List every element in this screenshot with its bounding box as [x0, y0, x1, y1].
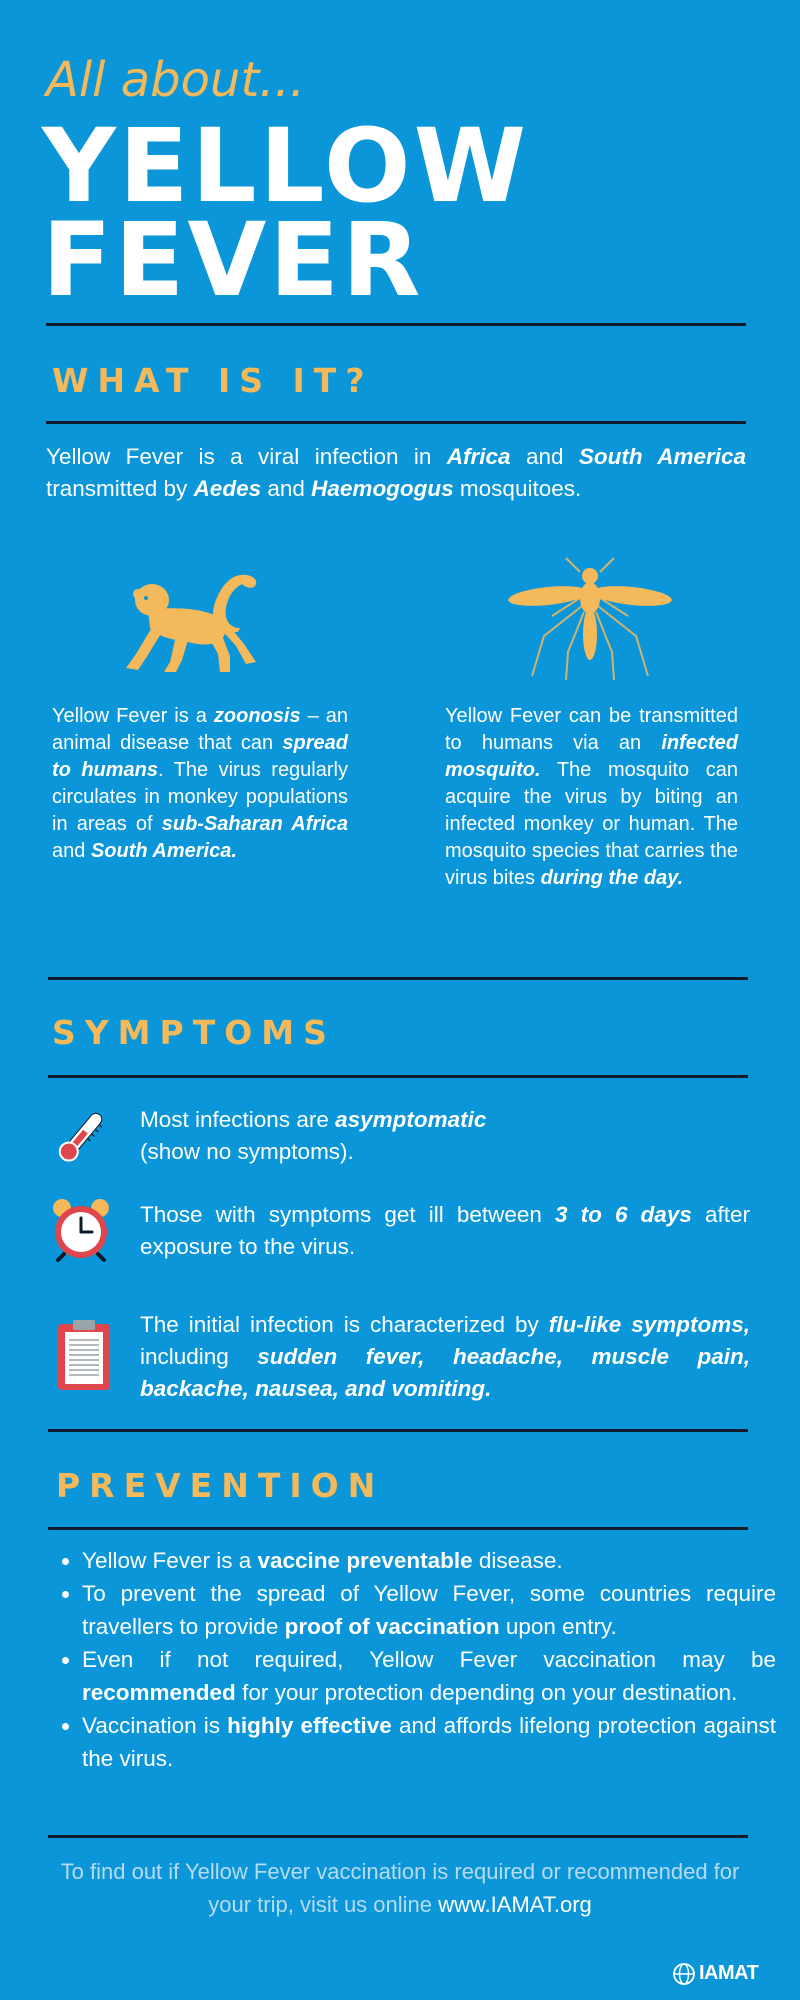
symptom-text-onset: Those with symptoms get ill between 3 to 6 days after exposure to the virus.	[140, 1202, 750, 1259]
symptom-text-asymptomatic: Most infections are asymptomatic (show no symptoms).	[140, 1107, 487, 1164]
zoonosis-paragraph: Yellow Fever is a zoonosis – an animal disease that can spread to humans. The virus regularly circulates in monkey populations in areas of sub-Saharan Africa and South America.	[52, 705, 349, 862]
title-line-2: FEVER	[42, 201, 424, 320]
mosquito-icon	[508, 556, 672, 680]
list-item: • Even if not required, Yellow Fever vaccination may be recommended for your protection depending on your destination.	[82, 1643, 776, 1709]
divider	[48, 1075, 748, 1078]
footer-note	[40, 1855, 760, 1921]
divider	[48, 1527, 748, 1530]
divider	[48, 1429, 748, 1432]
thermometer-icon	[52, 1106, 110, 1168]
header-kicker: All about...	[46, 52, 306, 108]
list-item: • Yellow Fever is a vaccine preventable disease.	[82, 1544, 776, 1577]
symptom-text-flu-like: The initial infection is characterized by flu-like symptoms, including sudden fever, headache, muscle pain, backache, nausea, and vomiting.	[140, 1312, 750, 1401]
footer-text: To find out if Yellow Fever vaccination is required or recommended for your trip, visit us online	[60, 1859, 740, 1917]
intro-paragraph: Yellow Fever is a viral infection in Africa and South America transmitted by Aedes and Haemogogus mosquitoes.	[46, 444, 746, 501]
alarm-clock-icon	[50, 1196, 112, 1262]
prevention-list	[56, 1544, 776, 1775]
clipboard-icon	[56, 1318, 112, 1392]
list-item: • To prevent the spread of Yellow Fever, some countries require travellers to provide proof of vaccination upon entry.	[82, 1577, 776, 1643]
divider	[48, 1835, 748, 1838]
monkey-icon	[118, 562, 268, 677]
list-item: • Vaccination is highly effective and affords lifelong protection against the virus.	[82, 1709, 776, 1775]
iamat-logo: IAMAT	[699, 1962, 759, 1984]
section-heading-what-is-it: WHAT IS IT?	[52, 361, 374, 400]
divider	[46, 421, 746, 424]
divider	[46, 323, 746, 326]
section-heading-symptoms: SYMPTOMS	[52, 1013, 336, 1052]
title-line-1: YELLOW	[42, 107, 530, 226]
globe-icon	[672, 1962, 696, 1986]
mosquito-paragraph: Yellow Fever can be transmitted to humans via an infected mosquito. The mosquito can acquire the virus by biting an infected monkey or human. The mosquito species that carries the virus bites during the day.	[445, 705, 738, 889]
section-heading-prevention: PREVENTION	[56, 1466, 385, 1505]
website-link[interactable]: www.IAMAT.org	[438, 1892, 592, 1917]
divider	[48, 977, 748, 980]
